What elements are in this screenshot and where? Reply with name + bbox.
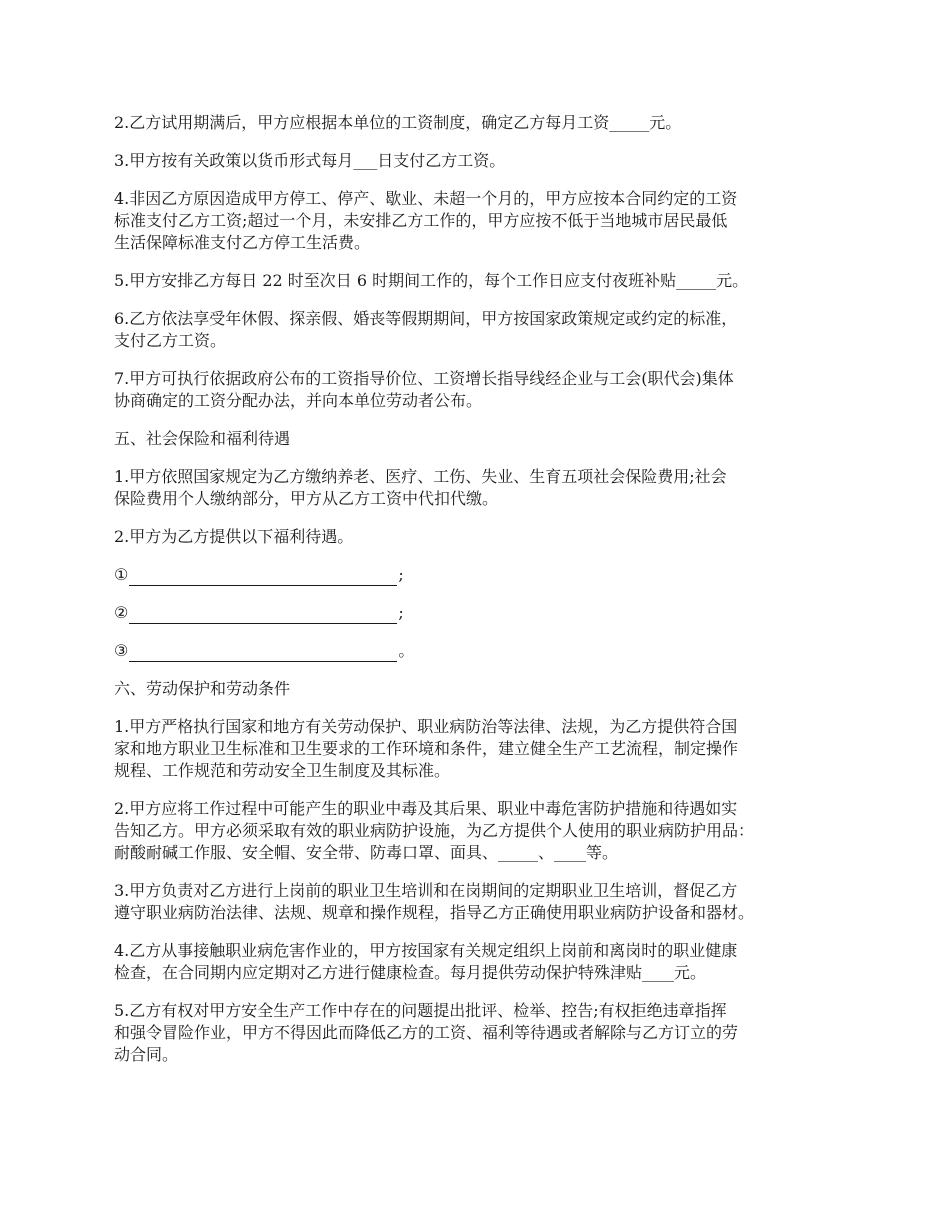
benefit-blank-3[interactable]	[114, 640, 854, 662]
clause-line: 1.甲方依照国家规定为乙方缴纳养老、医疗、工伤、失业、生育五项社会保险费用;社会	[114, 467, 727, 486]
clause-5-2	[114, 526, 854, 548]
clause-line: 协商确定的工资分配办法，并向本单位劳动者公布。	[114, 391, 483, 410]
clause-line: 6.乙方依法享受年休假、探亲假、婚丧等假期期间，甲方按国家政策规定或约定的标准，	[114, 309, 738, 328]
clause-line: 2.甲方应将工作过程中可能产生的职业中毒及其后果、职业中毒危害防护措施和待遇如实	[114, 799, 738, 818]
fill-in-rule[interactable]	[129, 606, 397, 624]
clause-line: 支付乙方工资。	[114, 331, 227, 350]
clause-line: 5.甲方安排乙方每日 22 时至次日 6 时期间工作的，每个工作日应支付夜班补贴_____元。	[114, 271, 749, 290]
blank-end: ;	[398, 603, 404, 622]
clause-4-6	[114, 308, 854, 352]
benefit-blank-1[interactable]	[114, 564, 854, 586]
clause-4-2	[114, 112, 854, 134]
clause-line: 和强令冒险作业，甲方不得因此而降低乙方的工资、福利等待遇或者解除与乙方订立的劳	[114, 1023, 739, 1042]
clause-line: 4.非因乙方原因造成甲方停工、停产、歇业、未超一个月的，甲方应按本合同约定的工资	[114, 189, 738, 208]
clause-line: 2.甲方为乙方提供以下福利待遇。	[114, 527, 354, 546]
clause-6-1	[114, 716, 854, 782]
clause-6-4	[114, 940, 854, 984]
clause-4-7	[114, 368, 854, 412]
clause-line: 4.乙方从事接触职业病危害作业的，甲方按国家有关规定组织上岗前和离岗时的职业健康	[114, 941, 738, 960]
document-body	[114, 112, 854, 1082]
clause-line: 生活保障标准支付乙方停工生活费。	[114, 233, 371, 252]
clause-line: 遵守职业病防治法律、法规、规章和操作规程，指导乙方正确使用职业病防护设备和器材。	[114, 903, 755, 922]
blank-marker: ③	[114, 641, 129, 660]
clause-line: 规程、工作规范和劳动安全卫生制度及其标准。	[114, 761, 451, 780]
blank-marker: ①	[114, 565, 129, 584]
clause-line: 检查，在合同期内应定期对乙方进行健康检查。每月提供劳动保护特殊津贴____元。	[114, 963, 707, 982]
clause-line: 保险费用个人缴纳部分，甲方从乙方工资中代扣代缴。	[114, 489, 499, 508]
section-heading-6: 六、劳动保护和劳动条件	[114, 679, 291, 698]
clause-6-3	[114, 880, 854, 924]
clause-6-2	[114, 798, 854, 864]
clause-6-5	[114, 1000, 854, 1066]
clause-line: 1.甲方严格执行国家和地方有关劳动保护、职业病防治等法律、法规，为乙方提供符合国	[114, 717, 738, 736]
clause-line: 耐酸耐碱工作服、安全帽、安全带、防毒口罩、面具、_____、____等。	[114, 843, 619, 862]
section-heading-5: 五、社会保险和福利待遇	[114, 429, 291, 448]
clause-line: 家和地方职业卫生标准和卫生要求的工作环境和条件，建立健全生产工艺流程，制定操作	[114, 739, 739, 758]
clause-line: 3.甲方负责对乙方进行上岗前的职业卫生培训和在岗期间的定期职业卫生培训，督促乙方	[114, 881, 738, 900]
clause-4-4	[114, 188, 854, 254]
clause-line: 5.乙方有权对甲方安全生产工作中存在的问题提出批评、检举、控告;有权拒绝违章指挥	[114, 1001, 727, 1020]
blank-end: ;	[398, 565, 404, 584]
clause-line: 2.乙方试用期满后，甲方应根据本单位的工资制度，确定乙方每月工资_____元。	[114, 113, 682, 132]
clause-line: 3.甲方按有关政策以货币形式每月___日支付乙方工资。	[114, 151, 506, 170]
clause-line: 标准支付乙方工资;超过一个月，未安排乙方工作的，甲方应按不低于当地城市居民最低	[114, 211, 728, 230]
clause-4-3	[114, 150, 854, 172]
fill-in-rule[interactable]	[129, 568, 397, 586]
clause-line: 7.甲方可执行依据政府公布的工资指导价位、工资增长指导线经企业与工会(职代会)集体	[114, 369, 734, 388]
blank-marker: ②	[114, 603, 129, 622]
clause-line: 动合同。	[114, 1045, 179, 1064]
blank-end: 。	[398, 641, 415, 660]
clause-5-1	[114, 466, 854, 510]
fill-in-rule[interactable]	[129, 644, 397, 662]
clause-4-5	[114, 270, 854, 292]
clause-line: 告知乙方。甲方必须采取有效的职业病防护设施，为乙方提供个人使用的职业病防护用品：	[114, 821, 755, 840]
benefit-blank-2[interactable]	[114, 602, 854, 624]
